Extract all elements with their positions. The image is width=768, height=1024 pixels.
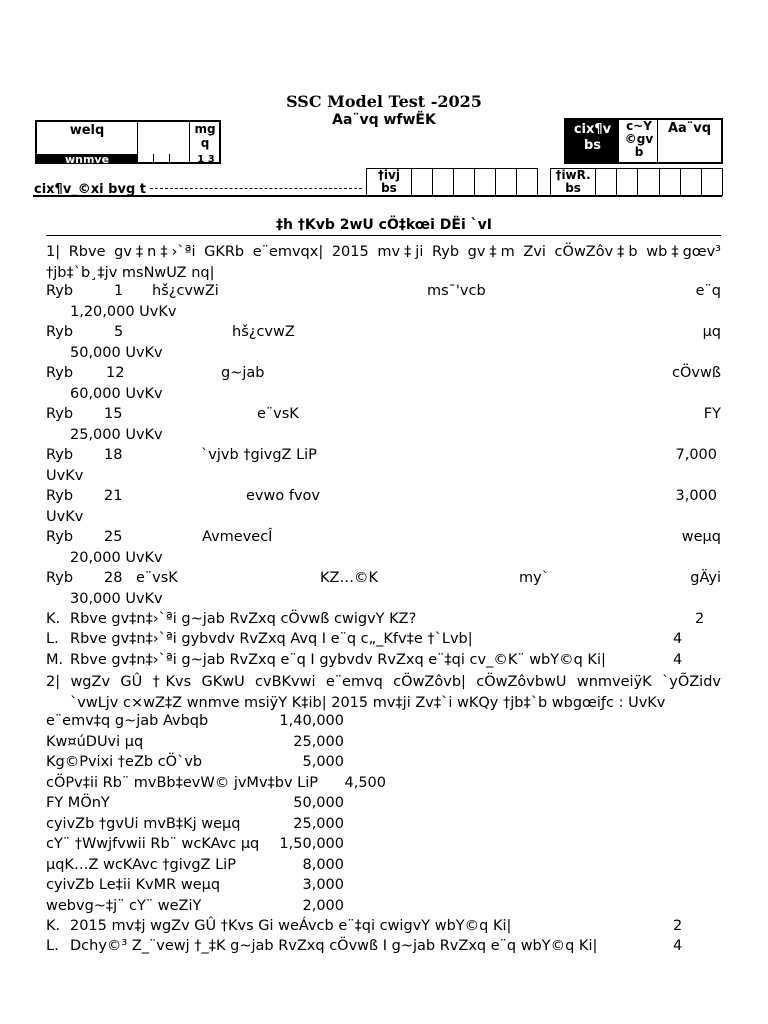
q1-intro-line1: 1| Rbve gv‡n‡›`ªi GKRb e¨emvqx| 2015 mv‡ji Ryb gv‡m Zvi cÖwZôv‡b wb‡gœv³ [46,244,721,260]
ledger-item [46,857,366,877]
q1-subquestion [46,652,726,672]
subq-label: L. [46,631,59,647]
tx-type: weµq [681,529,721,545]
tx-type: µq [702,324,721,340]
tx-amount: 60,000 UvKv [70,386,163,402]
transaction-row [46,570,721,590]
q1-subquestion [46,631,726,651]
tx-date: Ryb [46,570,74,586]
item-name: FY MÖnY [46,795,110,811]
transaction-amount-row [46,591,721,611]
item-name: Kw¤úDUvi µq [46,734,144,750]
ledger-item [46,754,366,774]
reg-cell[interactable] [638,169,659,195]
item-name: Kg©Pvixi †eZb cÖ`vb [46,754,203,770]
tx-desc: e¨vsK [257,406,299,422]
transaction-amount-row [46,509,721,529]
code-cell[interactable] [137,154,153,164]
item-name: cÖPv‡ii Rb¨ mvBb‡evW© jvMv‡bv LiP [46,775,319,791]
reg-cell[interactable] [617,169,638,195]
transaction-amount-row [46,427,721,447]
q2-subquestion [46,918,726,938]
item-name: cyivZb †gvUi mvB‡Kj weµq [46,816,241,832]
transaction-amount-row [46,304,721,324]
tx-desc: AvmevecÎ [202,529,273,545]
transaction-row [46,529,721,549]
transaction-row [46,365,721,385]
page-title: SSC Model Test -2025 [286,92,482,111]
full-marks-label: c~Y ©gv b [621,120,658,162]
tx-day: 25 [104,529,123,545]
page-subtitle: Aa¨vq wfwËK [332,112,436,128]
roll-cell[interactable] [475,169,496,195]
tx-type: cÖvwß [672,365,721,381]
transaction-amount-row [46,386,721,406]
tx-amount: 20,000 UvKv [70,550,163,566]
subq-text: Rbve gv‡n‡›`ªi g~jab RvZxq e¨q I gybvdv RvZxq e¨‡qi cv_©K¨ wbY©q Ki| [70,652,606,668]
subq-label: K. [46,611,61,627]
ledger-item [46,795,366,815]
tx-amount: UvKv [46,509,84,525]
item-amount: 25,000 [293,816,344,832]
reg-label: †iwR. bs [551,169,596,195]
item-amount: 25,000 [293,734,344,750]
tx-day: 28 [104,570,123,586]
tx-date: Ryb [46,324,74,340]
subq-marks: 4 [673,631,683,647]
tx-day: 15 [104,406,123,422]
roll-cell[interactable] [433,169,454,195]
item-amount: 5,000 [302,754,344,770]
item-name: µqK…Z wcKAvc †givgZ LiP [46,857,236,873]
transaction-amount-row [46,468,721,488]
subq-marks: 4 [673,938,683,954]
subq-marks: 2 [695,611,705,627]
roll-box [366,168,538,196]
transaction-row [46,324,721,344]
ledger-item [46,775,386,795]
tx-amount: 1,20,000 UvKv [70,304,177,320]
tx-desc: `vjvb †givgZ LiP [201,447,317,463]
item-name: cY¨ †Wwjfvwii Rb¨ wcKAvc µq [46,836,260,852]
tx-type: FY [703,406,721,422]
subq-marks: 4 [673,652,683,668]
q2-subquestion [46,938,726,958]
tx-desc: e¨vsK [136,570,178,586]
subq-text: Rbve gv‡n‡›`ªi gybvdv RvZxq Avq I e¨q c„_Kfv‡e †`Lvb| [70,631,473,647]
tx-desc: g~jab [221,365,265,381]
roll-cell[interactable] [454,169,475,195]
item-amount: 8,000 [302,857,344,873]
tx-day: 12 [106,365,125,381]
subq-label: L. [46,938,59,954]
item-amount: 1,40,000 [279,713,344,729]
transaction-row [46,447,721,467]
item-amount: 1,50,000 [279,836,344,852]
subject-code-cell[interactable] [137,122,190,154]
roll-cell[interactable] [496,169,517,195]
transaction-row [46,488,721,508]
subject-box [35,120,221,164]
tx-amount: 30,000 UvKv [70,591,163,607]
bottom-value: 1 3 [189,154,222,164]
tx-date: Ryb [46,529,74,545]
reg-cell[interactable] [596,169,617,195]
tx-type: 7,000 [675,447,717,463]
ledger-item [46,713,366,733]
tx-amount: 25,000 UvKv [70,427,163,443]
code-cell[interactable] [169,154,189,164]
subject-label: welq [37,122,138,154]
item-name: e¨emv‡q g~jab Avbqb [46,713,209,729]
subq-text: Dchy©³ Z_¨vewj †_‡K g~jab RvZxq cÖvwß I g~jab RvZxq e¨q wbY©q Ki| [70,938,598,954]
item-name: webvg~‡j¨ cY¨ weZiY [46,898,202,914]
reg-cell[interactable] [660,169,681,195]
code-label: mg q [194,122,216,150]
header-divider [33,195,722,197]
subq-label: K. [46,918,61,934]
exam-info-box [564,118,723,164]
code-cell[interactable] [153,154,169,164]
item-amount: 4,500 [344,775,386,791]
ledger-item [46,816,366,836]
q1-subquestion [46,611,726,631]
q1-intro-line2: †jb‡`b¸‡jv msNwUZ nq| [46,265,215,281]
section-title: ‡h †Kvb 2wU cÖ‡kœi DËi `vI [276,217,492,233]
tx-day: 18 [104,447,123,463]
subq-text: 2015 mv‡j wgZv GÛ †Kvs Gi weÁvcb e¨‡qi cwigvY wbY©q Ki| [70,918,512,934]
tx-desc: evwo fvov [246,488,320,504]
transaction-row [46,283,721,303]
roll-cell[interactable] [517,169,537,195]
subq-text: Rbve gv‡n‡›`ªi g~jab RvZxq cÖvwß cwigvY KZ? [70,611,417,627]
roll-cell[interactable] [412,169,433,195]
tx-amount: UvKv [46,468,84,484]
tx-party2: my` [519,570,549,586]
exam-no-label: cix¶v bs [566,120,619,164]
tx-date: Ryb [46,488,74,504]
bottom-label: wnmve [37,154,137,164]
name-line[interactable] [150,188,362,189]
ledger-item [46,734,366,754]
tx-desc: hš¿cvwZi [152,283,219,299]
tx-type: e¨q [695,283,721,299]
reg-cell[interactable] [702,169,722,195]
item-amount: 50,000 [293,795,344,811]
ledger-item [46,898,366,918]
roll-label: †ivj bs [367,169,412,195]
tx-day: 21 [104,488,123,504]
tx-date: Ryb [46,406,74,422]
item-name: cyivZb Le‡ii KvMR weµq [46,877,221,893]
section-divider [46,235,721,236]
tx-date: Ryb [46,283,74,299]
q2-intro-line2: `vwLjv c×wZ‡Z wnmve msiÿY K‡ib| 2015 mv‡ji Zv‡`i wKQy †jb‡`b wbgœiƒc : UvKv [70,695,666,711]
subq-label: M. [46,652,64,668]
ledger-item [46,877,366,897]
transaction-row [46,406,721,426]
examinee-name-label: cix¶v_©xi bvg t [34,182,146,197]
tx-type: gÄyi [690,570,721,586]
ledger-item [46,836,366,856]
transaction-amount-row [46,550,721,570]
item-amount: 2,000 [302,898,344,914]
tx-party: KZ…©K [320,570,378,586]
q2-intro-line1: 2| wgZv GÛ †Kvs GKwU cvBKvwi e¨emvq cÖwZôvb| cÖwZôvbwU wnmveiÿK `yÕZidv [46,674,721,690]
item-amount: 3,000 [302,877,344,893]
tx-type: 3,000 [675,488,717,504]
subq-marks: 2 [673,918,683,934]
tx-day: 1 [114,283,124,299]
tx-amount: 50,000 UvKv [70,345,163,361]
tx-date: Ryb [46,447,74,463]
tx-date: Ryb [46,365,74,381]
tx-party: ms¯'vcb [427,283,486,299]
chapter-label: Aa¨vq [667,121,712,136]
transaction-amount-row [46,345,721,365]
tx-desc: hš¿cvwZ [232,324,295,340]
tx-day: 5 [114,324,124,340]
reg-box [550,168,723,196]
reg-cell[interactable] [681,169,702,195]
